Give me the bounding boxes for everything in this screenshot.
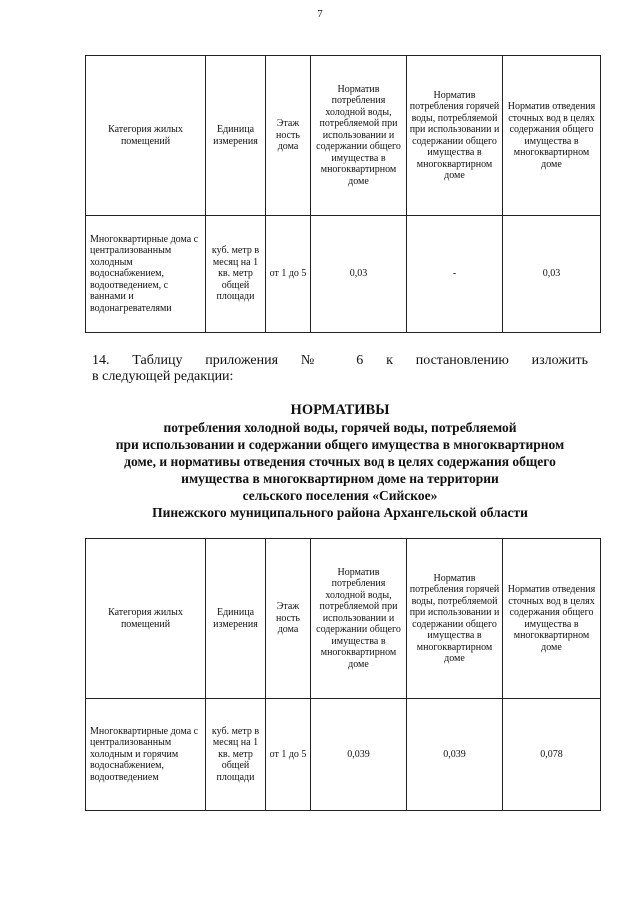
heading-line: доме, и нормативы отведения сточных вод в целях содержания общего: [124, 454, 556, 469]
heading-line: при использовании и содержании общего имущества в многоквартирном: [115, 437, 565, 452]
header-unit: Единица измерения: [206, 539, 266, 699]
header-floors: Этаж ность дома: [266, 56, 311, 216]
row-unit: куб. метр в месяц на 1 кв. метр общей площади: [206, 699, 266, 811]
page-number: 7: [317, 8, 323, 20]
header-floors: Этаж ность дома: [266, 539, 311, 699]
header-cold-water: Норматив потребления холодной воды, потребляемой при использовании и содержании общего имущества в многоквартирном доме: [311, 539, 407, 699]
header-sewage: Норматив отведения сточных вод в целях содержания общего имущества в многоквартирном доме: [503, 539, 601, 699]
norms-table-1: [85, 55, 601, 333]
heading-title: НОРМАТИВЫ: [290, 402, 390, 418]
heading-line: потребления холодной воды, горячей воды, потребляемой: [163, 420, 517, 435]
heading-line: имущества в многоквартирном доме на территории: [181, 471, 499, 486]
row-cold-value: 0,039: [311, 699, 407, 811]
heading-line: сельского поселения «Сийское»: [242, 488, 438, 503]
row-cold-value: 0,03: [311, 216, 407, 333]
row-category: Многоквартирные дома с централизованным холодным водоснабжением, водоотведением, с ваннами и водонагревателями: [86, 216, 206, 333]
row-unit: куб. метр в месяц на 1 кв. метр общей площади: [206, 216, 266, 333]
header-hot-water: Норматив потребления горячей воды, потребляемой при использовании и содержании общего имущества в многоквартирном доме: [407, 539, 503, 699]
table-row: [86, 699, 601, 811]
table-row: [86, 216, 601, 333]
row-sewage-value: 0,078: [503, 699, 601, 811]
header-unit: Единица измерения: [206, 56, 266, 216]
row-floors: от 1 до 5: [266, 699, 311, 811]
row-sewage-value: 0,03: [503, 216, 601, 333]
header-category: Категория жилых помещений: [86, 539, 206, 699]
table-header-row: [86, 56, 601, 216]
row-floors: от 1 до 5: [266, 216, 311, 333]
row-hot-value: -: [407, 216, 503, 333]
header-cold-water: Норматив потребления холодной воды, потребляемой при использовании и содержании общего имущества в многоквартирном доме: [311, 56, 407, 216]
norms-table-2: [85, 538, 601, 811]
paragraph-14-line2: в следующей редакции:: [92, 369, 234, 384]
row-hot-value: 0,039: [407, 699, 503, 811]
heading-line: Пинежского муниципального района Архангельской области: [152, 505, 528, 520]
header-sewage: Норматив отведения сточных вод в целях содержания общего имущества в многоквартирном доме: [503, 56, 601, 216]
header-category: Категория жилых помещений: [86, 56, 206, 216]
row-category: Многоквартирные дома с централизованным холодным и горячим водоснабжением, водоотведением: [86, 699, 206, 811]
table-header-row: [86, 539, 601, 699]
header-hot-water: Норматив потребления горячей воды, потребляемой при использовании и содержании общего имущества в многоквартирном доме: [407, 56, 503, 216]
paragraph-14-line1: 14. Таблицу приложения № 6 к постановлению изложить: [92, 353, 588, 368]
norms-heading: [90, 402, 590, 521]
